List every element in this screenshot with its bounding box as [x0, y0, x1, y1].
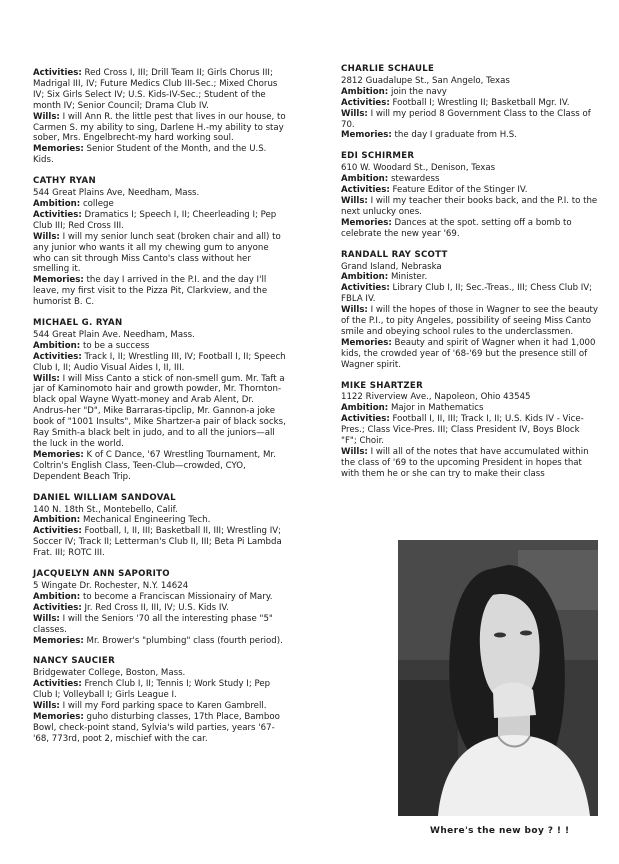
wills-text: I will the hopes of those in Wagner to see the beauty of the P.I., to pity Angeles, possibility of seeing Miss Canto smile and obeying school rules to the underclassmen. — [341, 305, 598, 337]
ambition-label: Ambition: — [341, 403, 389, 414]
wills-text: I will my Ford parking space to Karen Gambrell. — [62, 701, 267, 712]
wills-label: Wills: — [33, 613, 60, 624]
activities-field — [33, 68, 289, 112]
memories-field — [341, 218, 598, 240]
student-name: CATHY RYAN — [33, 176, 96, 187]
ambition-field — [341, 174, 598, 185]
senior-entry — [341, 64, 598, 141]
memories-label: Memories: — [33, 144, 84, 155]
memories-label: Memories: — [341, 217, 392, 228]
ambition-text: Mechanical Engineering Tech. — [82, 515, 211, 526]
ambition-text: stewardess — [390, 174, 440, 185]
wills-text: I will the Seniors '70 all the interesting phase "5" classes. — [33, 613, 273, 635]
student-address: 5 Wingate Dr. Rochester, N.Y. 14624 — [33, 580, 189, 591]
ambition-label: Ambition: — [341, 272, 389, 283]
student-name: NANCY SAUCIER — [33, 656, 116, 667]
student-name: MIKE SHARTZER — [341, 380, 424, 391]
activities-text: Football I, II, III; Track I, II; U.S. Kids IV - Vice-Pres.; Class Vice-Pres. III; Class President IV, Boys Block "F"; Choir. — [341, 414, 584, 447]
memories-text: the day I arrived in the P.I. and the day I'll leave, my first visit to the Pizza Pit, Clarkview, and the humorist B. C. — [33, 275, 268, 308]
activities-field — [33, 526, 289, 559]
ambition-label: Ambition: — [33, 591, 81, 602]
student-address: Grand Island, Nebraska — [341, 261, 442, 272]
wills-label: Wills: — [33, 231, 60, 242]
wills-text: I will my period 8 Government Class to the Class of 70. — [341, 108, 591, 130]
memories-field — [33, 275, 289, 308]
ambition-label: Ambition: — [33, 515, 81, 526]
memories-field — [341, 338, 598, 371]
memories-field — [33, 450, 289, 483]
wills-label: Wills: — [341, 447, 368, 457]
ambition-text: join the navy — [390, 86, 447, 97]
senior-entry — [33, 176, 289, 308]
activities-field — [341, 185, 598, 196]
activities-label: Activities: — [341, 185, 390, 196]
student-address: 544 Great Plains Ave, Needham, Mass. — [33, 188, 200, 199]
activities-label: Activities: — [33, 351, 82, 362]
memories-text: Dances at the spot. setting off a bomb to celebrate the new year '69. — [341, 217, 572, 239]
memories-text: Mr. Brower's "plumbing" class (fourth period). — [86, 635, 283, 646]
memories-field — [341, 130, 598, 141]
senior-entry — [33, 493, 289, 559]
senior-entry — [33, 68, 289, 166]
wills-text: I will all of the notes that have accumulated within the class of '69 to the upcoming President in hopes that with them he or she can try to make their class — [341, 447, 589, 479]
ambition-field — [341, 87, 598, 98]
activities-field — [341, 414, 598, 447]
wills-label: Wills: — [33, 373, 60, 384]
student-address: 544 Great Plain Ave. Needham, Mass. — [33, 329, 195, 340]
senior-entry — [341, 250, 598, 371]
memories-label: Memories: — [33, 635, 84, 646]
wills-field — [33, 614, 289, 636]
ambition-text: college — [82, 198, 114, 209]
wills-label: Wills: — [341, 305, 368, 316]
wills-text: I will my teacher their books back, and the P.I. to the next unlucky ones. — [341, 195, 598, 217]
ambition-text: Major in Mathematics — [390, 403, 484, 414]
wills-field — [33, 112, 289, 145]
student-photo — [398, 540, 598, 816]
activities-field — [33, 210, 289, 232]
ambition-label: Ambition: — [341, 174, 389, 185]
ambition-text: to be a success — [82, 340, 150, 351]
activities-text: Dramatics I; Speech I, II; Cheerleading I; Pep Club III; Red Cross III. — [33, 209, 277, 231]
wills-field — [341, 196, 598, 218]
activities-label: Activities: — [33, 68, 82, 78]
senior-entry — [33, 318, 289, 483]
activities-label: Activities: — [341, 283, 390, 294]
photo-caption: Where's the new boy ? ! ! — [430, 826, 570, 836]
senior-entry — [33, 656, 289, 744]
activities-text: Feature Editor of the Stinger IV. — [392, 185, 528, 196]
activities-text: Track I, II; Wrestling III, IV; Football I, II; Speech Club I, II; Audio Visual Aides I, II, III. — [33, 351, 286, 373]
activities-field — [33, 679, 289, 701]
wills-field — [33, 701, 289, 712]
student-address: 2812 Guadalupe St., San Angelo, Texas — [341, 75, 510, 86]
activities-label: Activities: — [341, 414, 390, 425]
activities-text: Football, I, II, III; Basketball II, III; Wrestling IV; Soccer IV; Track II; Letterman's Club II, III; Beta Pi Lambda Frat. III; ROTC III. — [33, 526, 282, 559]
memories-label: Memories: — [33, 449, 84, 460]
memories-text: K of C Dance, '67 Wrestling Tournament, Mr. Coltrin's English Class, Teen-Club—crowded, CYO, Dependent Beach Trip. — [33, 449, 276, 482]
ambition-field — [33, 341, 289, 352]
ambition-field — [341, 272, 598, 283]
student-name: MICHAEL G. RYAN — [33, 318, 123, 329]
activities-text: Red Cross I, III; Drill Team II; Girls Chorus III; Madrigal III, IV; Future Medics Club III-Sec.; Mixed Chorus IV; Six Girls Select IV; U.S. Kids-IV-Sec.; Student of the month IV; Senior Council; Drama Club IV. — [33, 68, 278, 111]
wills-label: Wills: — [341, 108, 368, 119]
wills-label: Wills: — [33, 701, 60, 712]
ambition-label: Ambition: — [33, 340, 81, 351]
memories-label: Memories: — [33, 275, 84, 286]
memories-field — [33, 144, 289, 166]
senior-entry — [33, 569, 289, 646]
memories-text: guho disturbing classes, 17th Place, Bamboo Bowl, check-point stand, Sylvia's wild parties, years '67-'68, 773rd, poot 2, mischief with the car. — [33, 711, 280, 744]
memories-text: Senior Student of the Month, and the U.S. Kids. — [33, 144, 267, 166]
ambition-label: Ambition: — [33, 198, 81, 209]
memories-field — [33, 712, 289, 745]
left-column — [33, 68, 289, 755]
activities-label: Activities: — [33, 602, 82, 613]
activities-field — [341, 283, 598, 305]
wills-field — [33, 374, 289, 450]
memories-label: Memories: — [33, 711, 84, 722]
activities-field — [341, 98, 598, 109]
student-address: 610 W. Woodard St., Denison, Texas — [341, 163, 496, 174]
memories-label: Memories: — [341, 130, 392, 141]
activities-label: Activities: — [33, 526, 82, 537]
ambition-field — [33, 515, 289, 526]
wills-text: I will Ann R. the little pest that lives in our house, to Carmen S. my ability to sing, Darlene H.-my ability to stay sober, Mrs. Engelbrecht-my hard working soul. — [33, 111, 286, 144]
ambition-text: Minister. — [390, 272, 428, 283]
activities-label: Activities: — [341, 97, 390, 108]
right-column — [341, 64, 598, 490]
student-address: 1122 Riverview Ave., Napoleon, Ohio 43545 — [341, 392, 531, 403]
activities-field — [33, 352, 289, 374]
activities-label: Activities: — [33, 209, 82, 220]
senior-entry — [341, 381, 598, 480]
activities-text: Football I; Wrestling II; Basketball Mgr. IV. — [392, 97, 570, 108]
ambition-text: to become a Franciscan Missionairy of Mary. — [82, 591, 273, 602]
wills-label: Wills: — [33, 111, 60, 122]
wills-field — [341, 109, 598, 131]
ambition-field — [33, 199, 289, 210]
student-name: RANDALL RAY SCOTT — [341, 249, 448, 260]
wills-field — [341, 305, 598, 338]
student-address: 140 N. 18th St., Montebello, Calif. — [33, 504, 178, 515]
student-name: DANIEL WILLIAM SANDOVAL — [33, 492, 176, 503]
student-name: CHARLIE SCHAULE — [341, 64, 435, 74]
student-name: EDI SCHIRMER — [341, 151, 415, 162]
wills-field — [341, 447, 598, 480]
memories-text: the day I graduate from H.S. — [394, 130, 517, 141]
activities-text: Jr. Red Cross II, III, IV; U.S. Kids IV. — [84, 602, 229, 613]
ambition-label: Ambition: — [341, 86, 389, 97]
wills-field — [33, 232, 289, 276]
memories-label: Memories: — [341, 337, 392, 348]
activities-label: Activities: — [33, 679, 82, 690]
activities-text: Library Club I, II; Sec.-Treas., III; Chess Club IV; FBLA IV. — [341, 283, 593, 305]
wills-text: I will my senior lunch seat (broken chair and all) to any junior who wants it all my chewing gum to anyone who can sit through Miss Canto's class without her smelling it. — [33, 231, 281, 275]
wills-text: I will Miss Canto a stick of non-smell gum. Mr. Taft a jar of Kaminomoto hair and growth powder, Mr. Thornton-black opal Wayne Wyatt-money and Arab Alent, Dr. Andrus-her "D", Mike Barraras-tipclip, Mr. Gannon-a joke book of "1001 Insults", Mike Shartzer-a pair of black socks, Ray Smith-a black belt in judo, and to all the juniors—all the luck in the world. — [33, 373, 286, 449]
wills-label: Wills: — [341, 195, 368, 206]
memories-text: Beauty and spirit of Wagner when it had 1,000 kids, the crowded year of '68-'69 but the presence still of Wagner spirit. — [341, 337, 596, 370]
student-address: Bridgewater College, Boston, Mass. — [33, 668, 186, 679]
memories-field — [33, 636, 289, 647]
ambition-field — [33, 592, 289, 603]
ambition-field — [341, 403, 598, 414]
activities-field — [33, 603, 289, 614]
student-name: JACQUELYN ANN SAPORITO — [33, 569, 170, 580]
activities-text: French Club I, II; Tennis I; Work Study I; Pep Club I; Volleyball I; Girls League I. — [33, 679, 271, 701]
senior-entry — [341, 151, 598, 239]
